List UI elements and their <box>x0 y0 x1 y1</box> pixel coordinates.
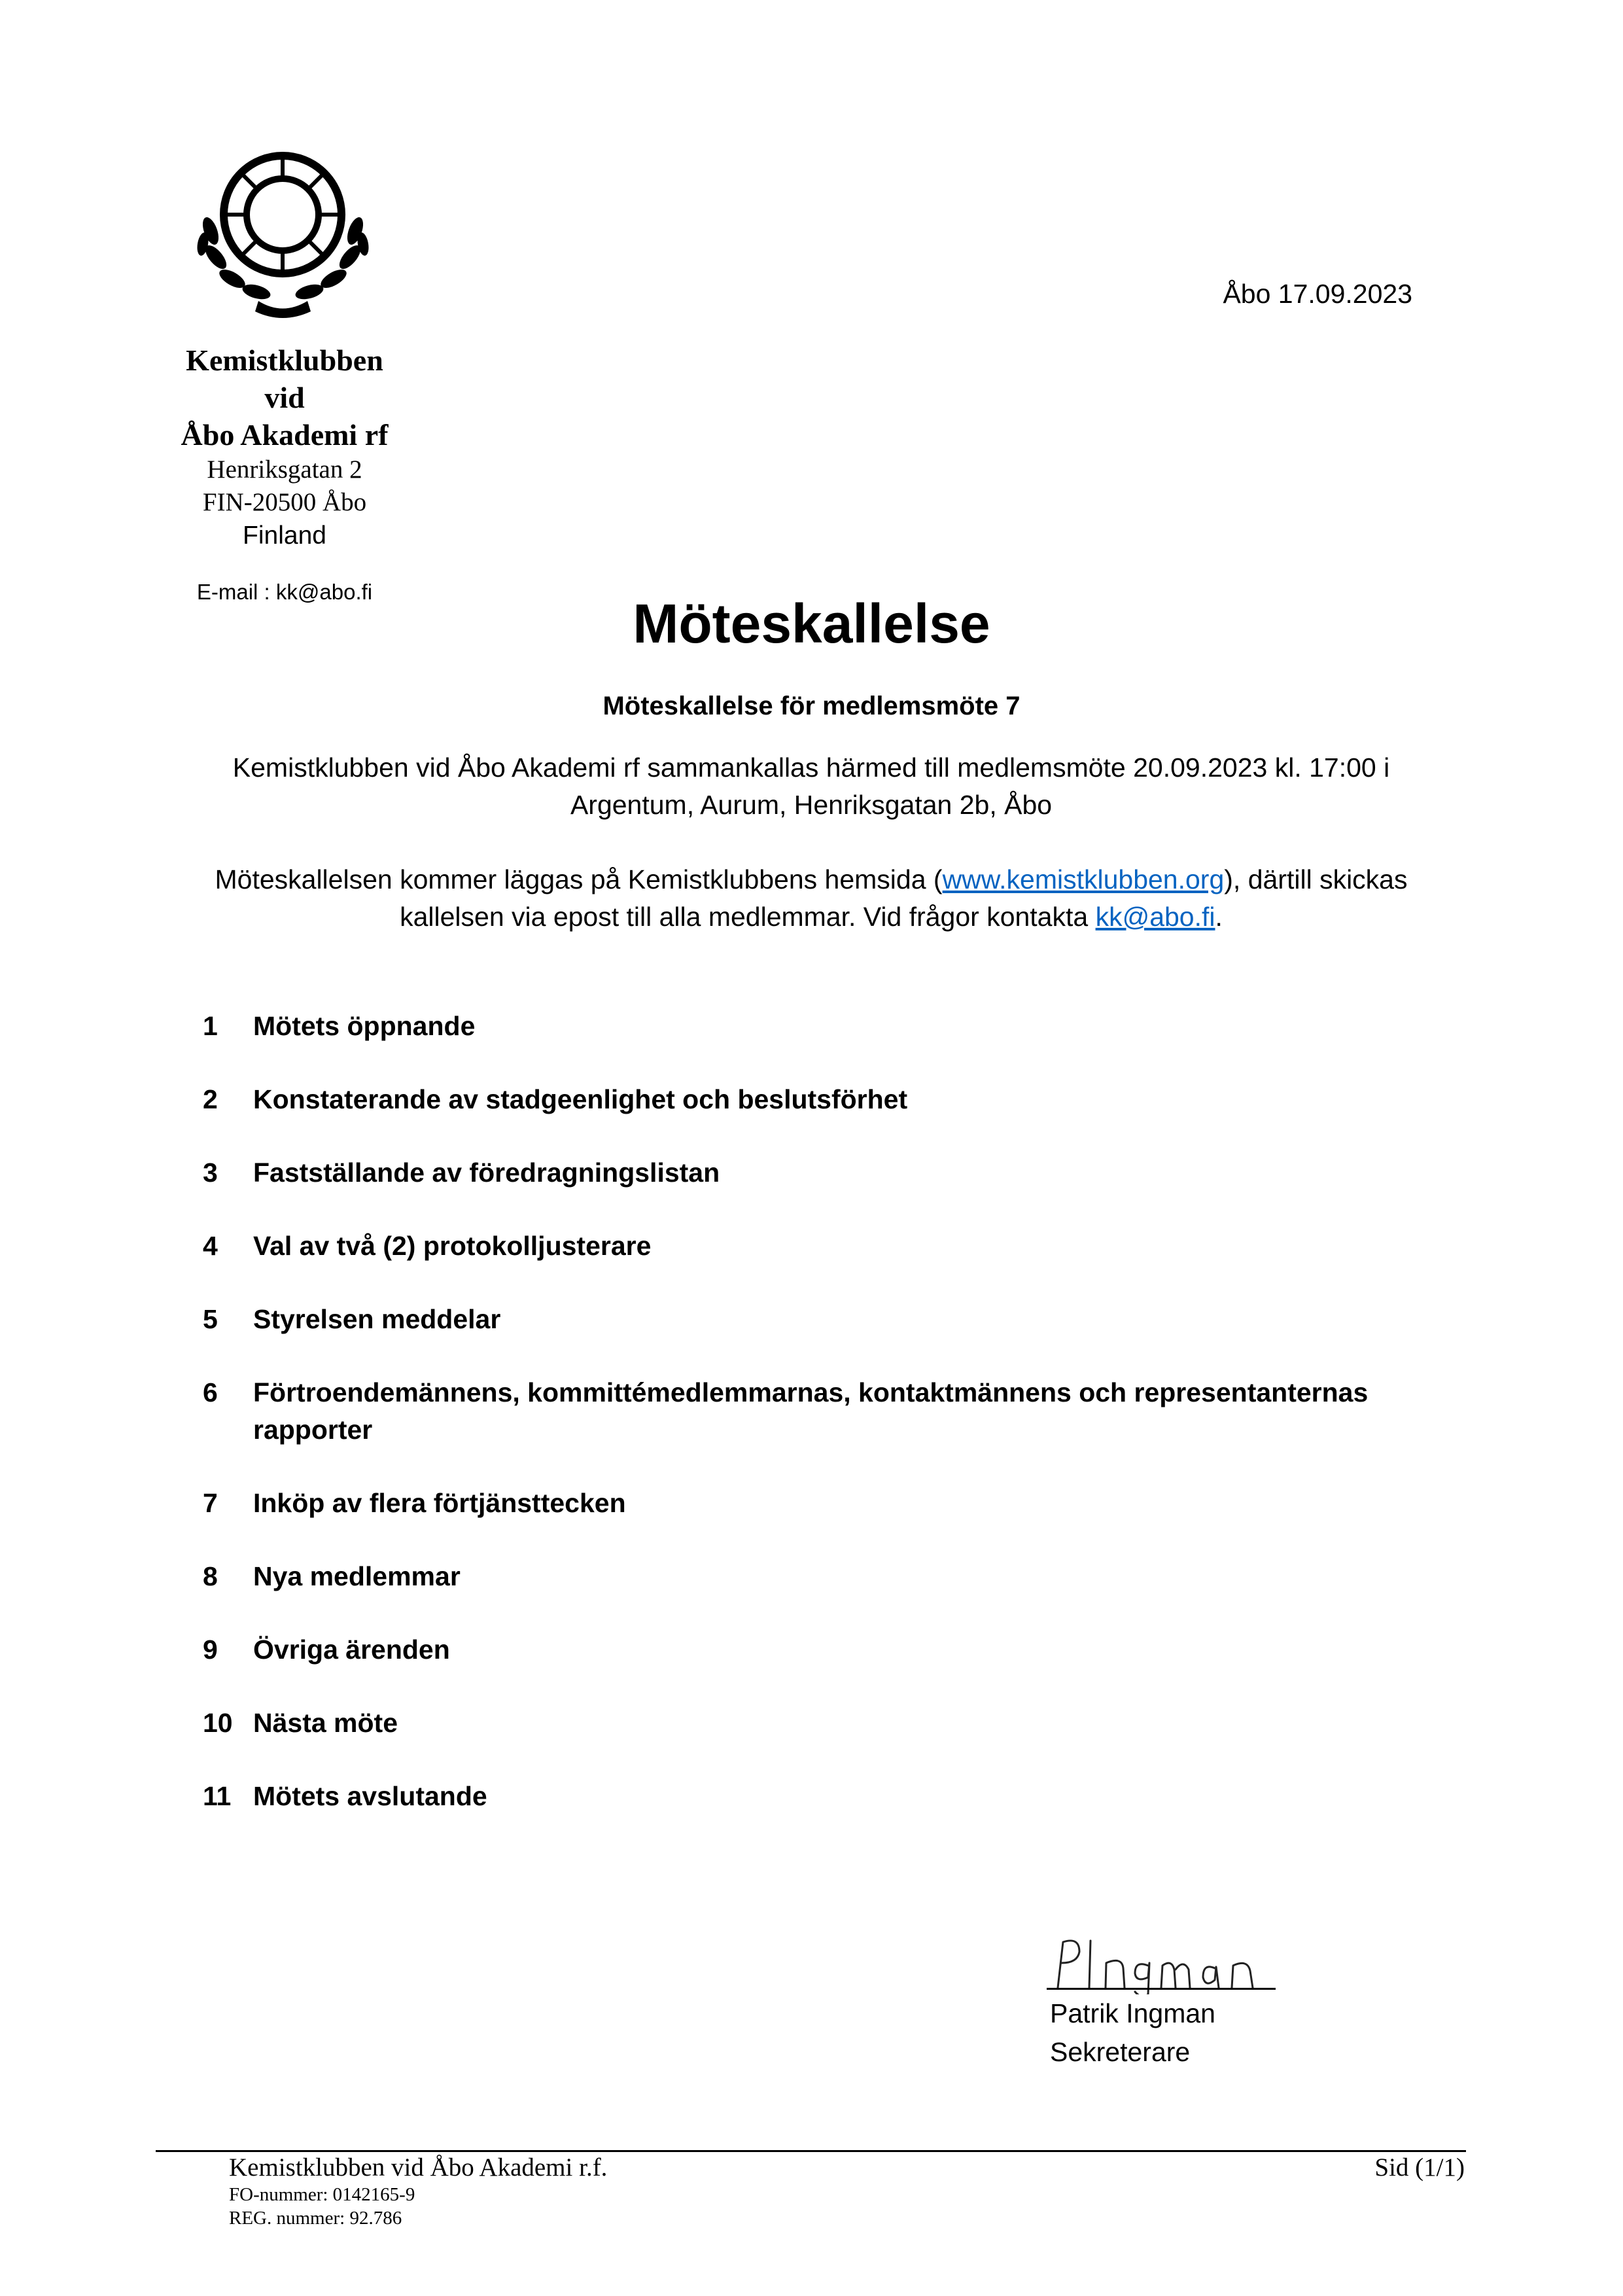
agenda-text: Förtroendemännens, kommittémedlemmarnas, kontaktmännens och representanternas rapporter <box>253 1377 1369 1445</box>
document-title: Möteskallelse <box>633 593 990 654</box>
agenda-number: 4 <box>203 1231 218 1261</box>
signer-block <box>1050 1994 1215 2072</box>
publication-line2 <box>170 898 1452 936</box>
org-postal: FIN-20500 Åbo <box>202 488 367 516</box>
agenda-item <box>203 1008 1446 1045</box>
agenda-number: 5 <box>203 1304 218 1334</box>
agenda-text: Val av två (2) protokolljusterare <box>253 1231 652 1261</box>
footer-divider <box>156 2150 1466 2152</box>
org-email: E-mail : kk@abo.fi <box>196 580 373 604</box>
agenda-item <box>203 1558 1446 1595</box>
publication-text-d: . <box>1215 902 1223 932</box>
publication-text-a: Möteskallelsen kommer läggas på Kemistklubbens hemsida ( <box>215 864 943 894</box>
agenda-item <box>203 1778 1446 1815</box>
agenda-text: Styrelsen meddelar <box>253 1304 501 1334</box>
footer-info <box>229 2153 607 2230</box>
organization-letterhead <box>131 342 438 553</box>
agenda-number: 1 <box>203 1011 218 1041</box>
agenda-text: Mötets avslutande <box>253 1781 487 1811</box>
agenda-number: 8 <box>203 1561 218 1591</box>
handwritten-signature <box>1043 1922 1279 1994</box>
agenda-text: Fastställande av föredragningslistan <box>253 1157 720 1188</box>
publication-line1 <box>170 861 1452 898</box>
club-emblem-logo <box>196 149 370 321</box>
agenda-item <box>203 1704 1446 1742</box>
agenda-number: 9 <box>203 1634 218 1665</box>
page-number: Sid (1/1) <box>1374 2153 1465 2181</box>
signer-role: Sekreterare <box>1050 2037 1191 2067</box>
document-subtitle: Möteskallelse för medlemsmöte 7 <box>602 692 1021 720</box>
agenda-text: Inköp av flera förtjänsttecken <box>253 1488 626 1518</box>
agenda-text: Mötets öppnande <box>253 1011 476 1041</box>
agenda-item <box>203 1374 1446 1449</box>
publication-text-c: kallelsen via epost till alla medlemmar. Vid frågor kontakta <box>400 902 1096 932</box>
agenda-item <box>203 1081 1446 1118</box>
publication-text-b: ), därtill skickas <box>1224 864 1408 894</box>
signer-name: Patrik Ingman <box>1050 1998 1215 2028</box>
email-link[interactable]: kk@abo.fi <box>1095 902 1215 932</box>
agenda-number: 6 <box>203 1377 218 1407</box>
announcement-line2: Argentum, Aurum, Henriksgatan 2b, Åbo <box>570 790 1053 820</box>
announcement-line1: Kemistklubben vid Åbo Akademi rf sammankallas härmed till medlemsmöte 20.09.2023 kl. 17:00 i <box>232 752 1390 783</box>
agenda-item <box>203 1301 1446 1338</box>
agenda-item <box>203 1485 1446 1522</box>
agenda-item <box>203 1227 1446 1265</box>
org-country: Finland <box>243 521 326 550</box>
footer-org-name: Kemistklubben vid Åbo Akademi r.f. <box>229 2153 608 2181</box>
agenda-number: 10 <box>203 1708 233 1738</box>
agenda-text: Övriga ärenden <box>253 1634 450 1665</box>
agenda-text: Nya medlemmar <box>253 1561 461 1591</box>
meeting-announcement <box>170 749 1452 824</box>
agenda-item <box>203 1631 1446 1669</box>
document-date: Åbo 17.09.2023 <box>1223 279 1412 309</box>
org-name-line3: Åbo Akademi rf <box>181 418 389 451</box>
footer-reg-number: REG. nummer: 92.786 <box>229 2208 402 2229</box>
signature-line <box>1047 1988 1276 1990</box>
website-link[interactable]: www.kemistklubben.org <box>942 864 1225 894</box>
org-street: Henriksgatan 2 <box>207 455 362 484</box>
publication-note <box>170 861 1452 936</box>
agenda-number: 3 <box>203 1157 218 1188</box>
org-name-line1: Kemistklubben <box>186 344 383 377</box>
agenda-item <box>203 1154 1446 1192</box>
agenda-list <box>203 1008 1446 1851</box>
agenda-text: Nästa möte <box>253 1708 398 1738</box>
agenda-number: 11 <box>203 1781 232 1811</box>
agenda-number: 7 <box>203 1488 218 1518</box>
agenda-text: Konstaterande av stadgeenlighet och beslutsförhet <box>253 1084 908 1114</box>
agenda-number: 2 <box>203 1084 218 1114</box>
footer-fo-number: FO-nummer: 0142165-9 <box>229 2184 415 2205</box>
org-name-line2: vid <box>264 381 305 414</box>
